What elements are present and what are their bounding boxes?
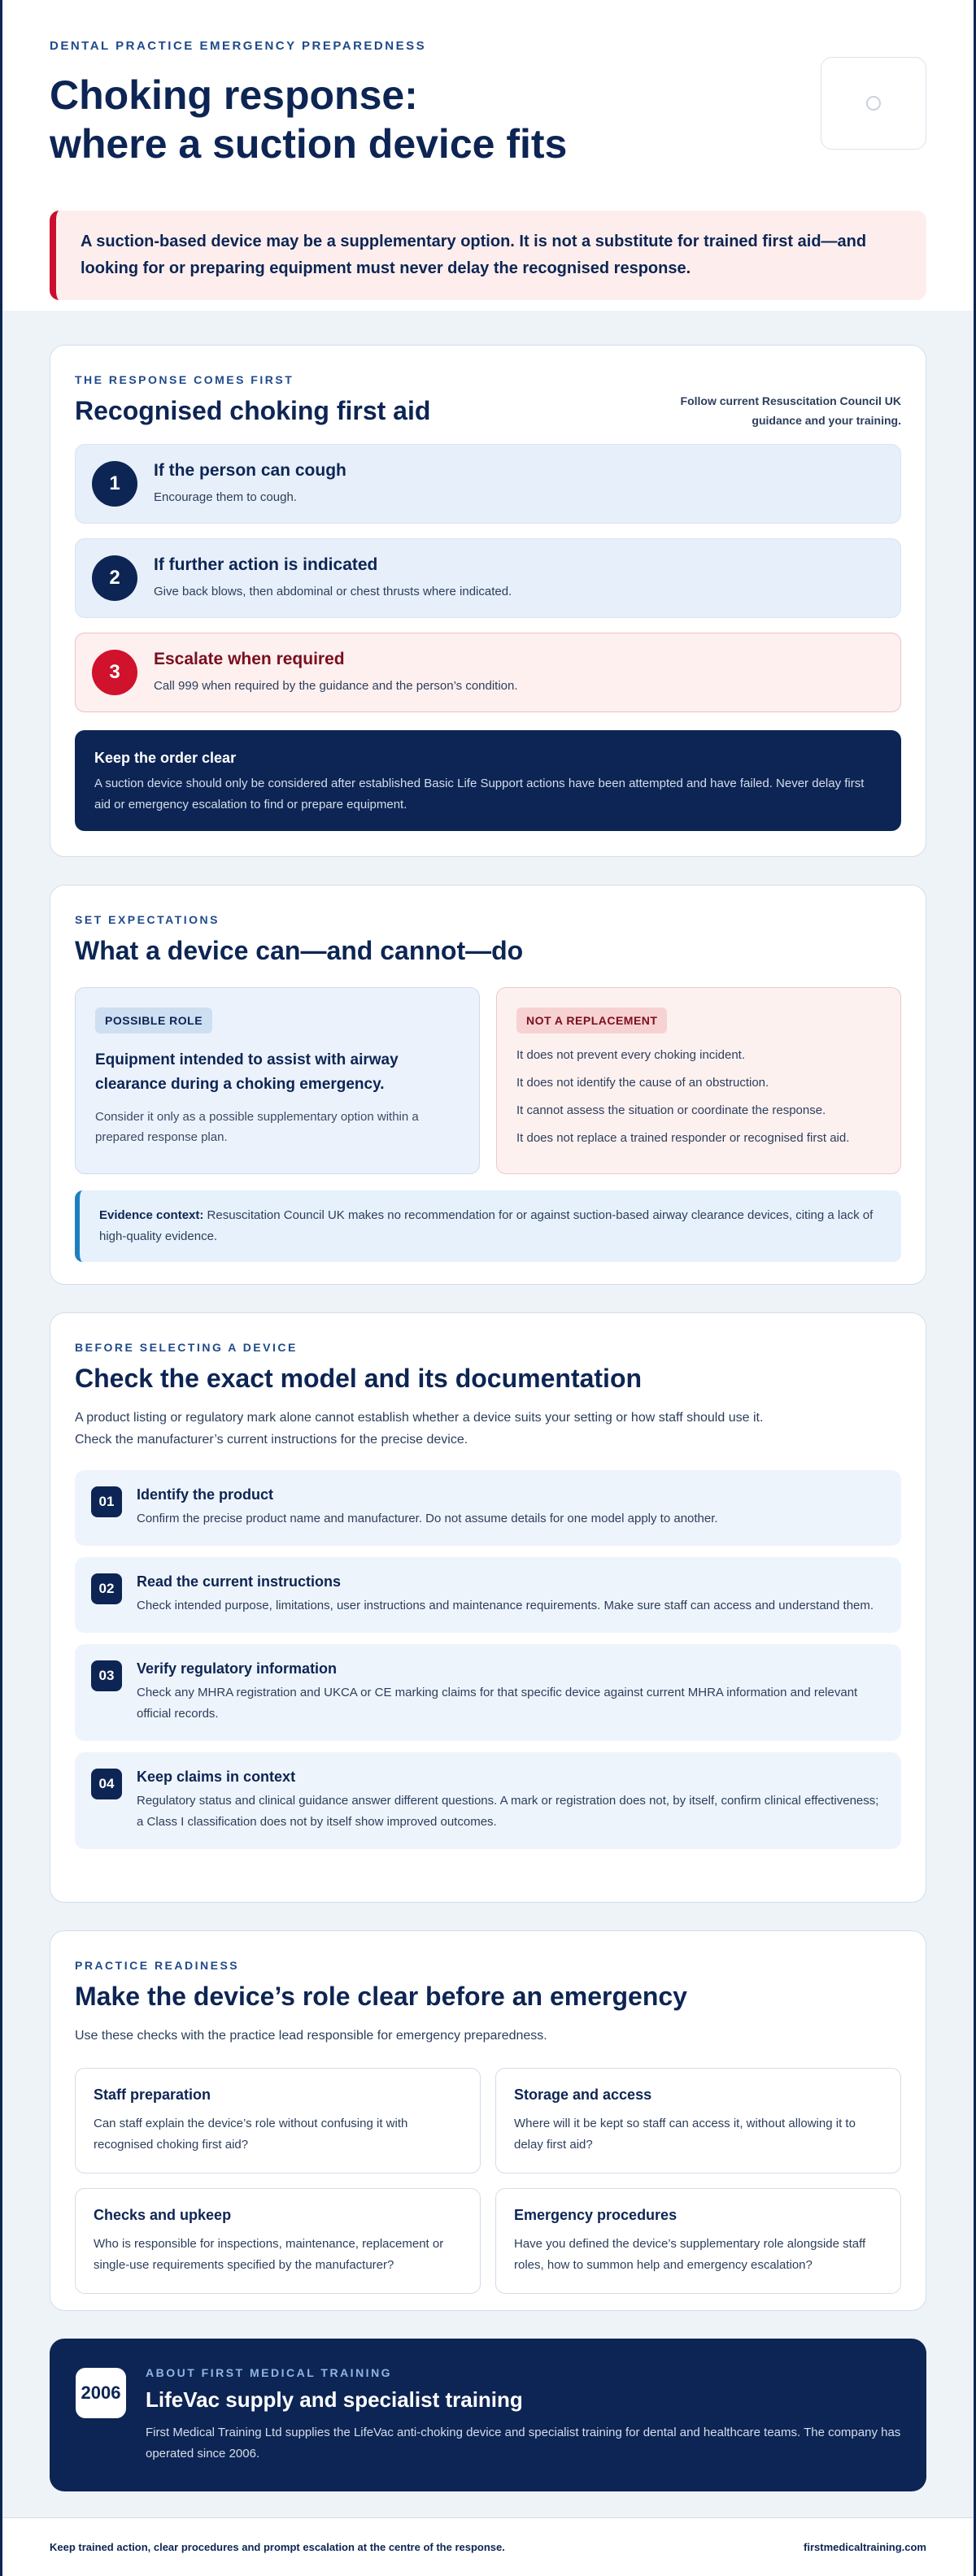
readiness-card <box>75 2188 481 2294</box>
selecting-intro-line-1: A product listing or regulatory mark alone cannot establish whether a device suits your setting or how staff should use it. <box>75 1411 764 1425</box>
step-number: 3 <box>92 650 137 695</box>
warning-banner: A suction-based device may be a supplementary option. It is not a substitute for trained first aid—and looking for or preparing equipment must never delay the recognised response. <box>50 211 926 300</box>
selecting-title: Check the exact model and its documentation <box>75 1364 643 1393</box>
evidence-label: Evidence context: <box>99 1208 204 1222</box>
selecting-intro-line-2: Check the manufacturer’s current instructions for the precise device. <box>75 1433 468 1447</box>
about-text: First Medical Training Ltd supplies the LifeVac anti-choking device and specialist training for dental and healthcare teams. The company has operated since 2006. <box>146 2426 901 2461</box>
step-description: Call 999 when required by the guidance and the person’s condition. <box>154 679 518 693</box>
limitations-list <box>516 1048 881 1146</box>
page-title-line-2: where a suction device fits <box>50 121 568 167</box>
step-number: 2 <box>92 555 137 601</box>
step-number: 1 <box>92 461 137 507</box>
possible-role-card <box>75 987 480 1174</box>
readiness-grid <box>75 2068 901 2294</box>
footer <box>2 2517 974 2576</box>
item-description: Regulatory status and clinical guidance answer different questions. A mark or registration does not, by itself, confirm clinical effectiveness; a Class I classification does not by itself show improved outcomes. <box>137 1794 879 1829</box>
item-title: Identify the product <box>137 1486 273 1503</box>
card-text: Where will it be kept so staff can access it, without allowing it to delay first aid? <box>514 2117 856 2152</box>
readiness-eyebrow: PRACTICE READINESS <box>75 1959 240 1972</box>
step-description: Encourage them to cough. <box>154 490 297 504</box>
header-eyebrow: DENTAL PRACTICE EMERGENCY PREPAREDNESS <box>50 39 427 53</box>
card-title: Checks and upkeep <box>94 2207 232 2223</box>
card-title: Staff preparation <box>94 2086 211 2103</box>
item-number: 01 <box>91 1486 122 1517</box>
keep-order-text: A suction device should only be considered after established Basic Life Support actions have been attempted and have failed. Never delay first aid or emergency escalation to find or prepare equipment. <box>94 777 865 812</box>
about-panel <box>50 2339 926 2491</box>
step-title: If the person can cough <box>154 461 346 480</box>
readiness-card <box>495 2068 901 2174</box>
expectations-title: What a device can—and cannot—do <box>75 936 524 965</box>
checklist-item <box>75 1470 901 1546</box>
card-title: Storage and access <box>514 2086 652 2103</box>
readiness-card <box>75 2068 481 2174</box>
selecting-intro <box>75 1407 901 1451</box>
item-number: 02 <box>91 1573 122 1604</box>
item-number: 04 <box>91 1769 122 1799</box>
step-card <box>75 444 901 524</box>
item-title: Keep claims in context <box>137 1769 296 1785</box>
step-card-escalate <box>75 633 901 712</box>
list-item: It cannot assess the situation or coordinate the response. <box>516 1103 826 1117</box>
item-title: Read the current instructions <box>137 1573 342 1590</box>
footer-tagline: Keep trained action, clear procedures and prompt escalation at the centre of the response. <box>50 2541 505 2553</box>
readiness-section <box>50 1930 926 2311</box>
list-item: It does not prevent every choking incident. <box>516 1048 746 1062</box>
expectations-eyebrow: SET EXPECTATIONS <box>75 913 220 926</box>
item-description: Check intended purpose, limitations, user instructions and maintenance requirements. Make sure staff can access and understand them. <box>137 1599 874 1612</box>
checklist-item <box>75 1557 901 1633</box>
checklist-item <box>75 1752 901 1849</box>
possible-role-title: Equipment intended to assist with airway clearance during a choking emergency. <box>95 1051 399 1093</box>
logo-icon <box>866 96 881 111</box>
not-replacement-card <box>496 987 901 1174</box>
card-text: Have you defined the device’s supplementary role alongside staff roles, how to summon help and emergency escalation? <box>514 2237 866 2272</box>
step-title: If further action is indicated <box>154 555 378 574</box>
item-title: Verify regulatory information <box>137 1660 338 1677</box>
keep-order-panel <box>75 730 901 831</box>
step-card <box>75 538 901 618</box>
card-text: Who is responsible for inspections, maintenance, replacement or single-use requirements specified by the manufacturer? <box>94 2237 444 2272</box>
about-title: LifeVac supply and specialist training <box>146 2387 523 2412</box>
keep-order-title: Keep the order clear <box>94 750 237 766</box>
response-section <box>50 345 926 857</box>
readiness-title: Make the device’s role clear before an emergency <box>75 1982 687 2011</box>
selecting-eyebrow: BEFORE SELECTING A DEVICE <box>75 1341 298 1354</box>
footer-website-link[interactable]: firstmedicaltraining.com <box>804 2541 926 2553</box>
logo <box>821 57 926 150</box>
page-title-line-1: Choking response: <box>50 72 418 118</box>
header <box>2 0 974 311</box>
item-number: 03 <box>91 1660 122 1691</box>
expectations-section <box>50 885 926 1285</box>
item-description: Check any MHRA registration and UKCA or CE marking claims for that specific device against current MHRA information and relevant official records. <box>137 1686 858 1721</box>
step-title: Escalate when required <box>154 650 345 668</box>
item-description: Confirm the precise product name and manufacturer. Do not assume details for one model apply to another. <box>137 1512 718 1525</box>
card-title: Emergency procedures <box>514 2207 678 2223</box>
evidence-text: Resuscitation Council UK makes no recommendation for or against suction-based airway clearance devices, citing a lack of high-quality evidence. <box>99 1208 874 1243</box>
card-text: Can staff explain the device’s role without confusing it with recognised choking first aid? <box>94 2117 408 2152</box>
guidance-note: Follow current Resuscitation Council UK guidance and your training. <box>680 394 901 427</box>
readiness-card <box>495 2188 901 2294</box>
not-replacement-badge: NOT A REPLACEMENT <box>516 1007 667 1033</box>
year-badge: 2006 <box>76 2368 126 2418</box>
role-columns <box>75 987 901 1174</box>
page-title <box>50 71 668 168</box>
possible-role-badge: POSSIBLE ROLE <box>95 1007 212 1033</box>
response-title: Recognised choking first aid <box>75 396 431 425</box>
list-item: It does not identify the cause of an obstruction. <box>516 1076 769 1090</box>
possible-role-text: Consider it only as a possible supplementary option within a prepared response plan. <box>95 1110 419 1144</box>
step-description: Give back blows, then abdominal or chest thrusts where indicated. <box>154 585 512 598</box>
evidence-callout <box>75 1190 901 1262</box>
checklist-item <box>75 1644 901 1741</box>
about-eyebrow: ABOUT FIRST MEDICAL TRAINING <box>146 2366 393 2379</box>
list-item: It does not replace a trained responder or recognised first aid. <box>516 1131 850 1145</box>
response-eyebrow: THE RESPONSE COMES FIRST <box>75 373 294 386</box>
readiness-intro: Use these checks with the practice lead responsible for emergency preparedness. <box>75 2029 547 2043</box>
selecting-section <box>50 1312 926 1903</box>
